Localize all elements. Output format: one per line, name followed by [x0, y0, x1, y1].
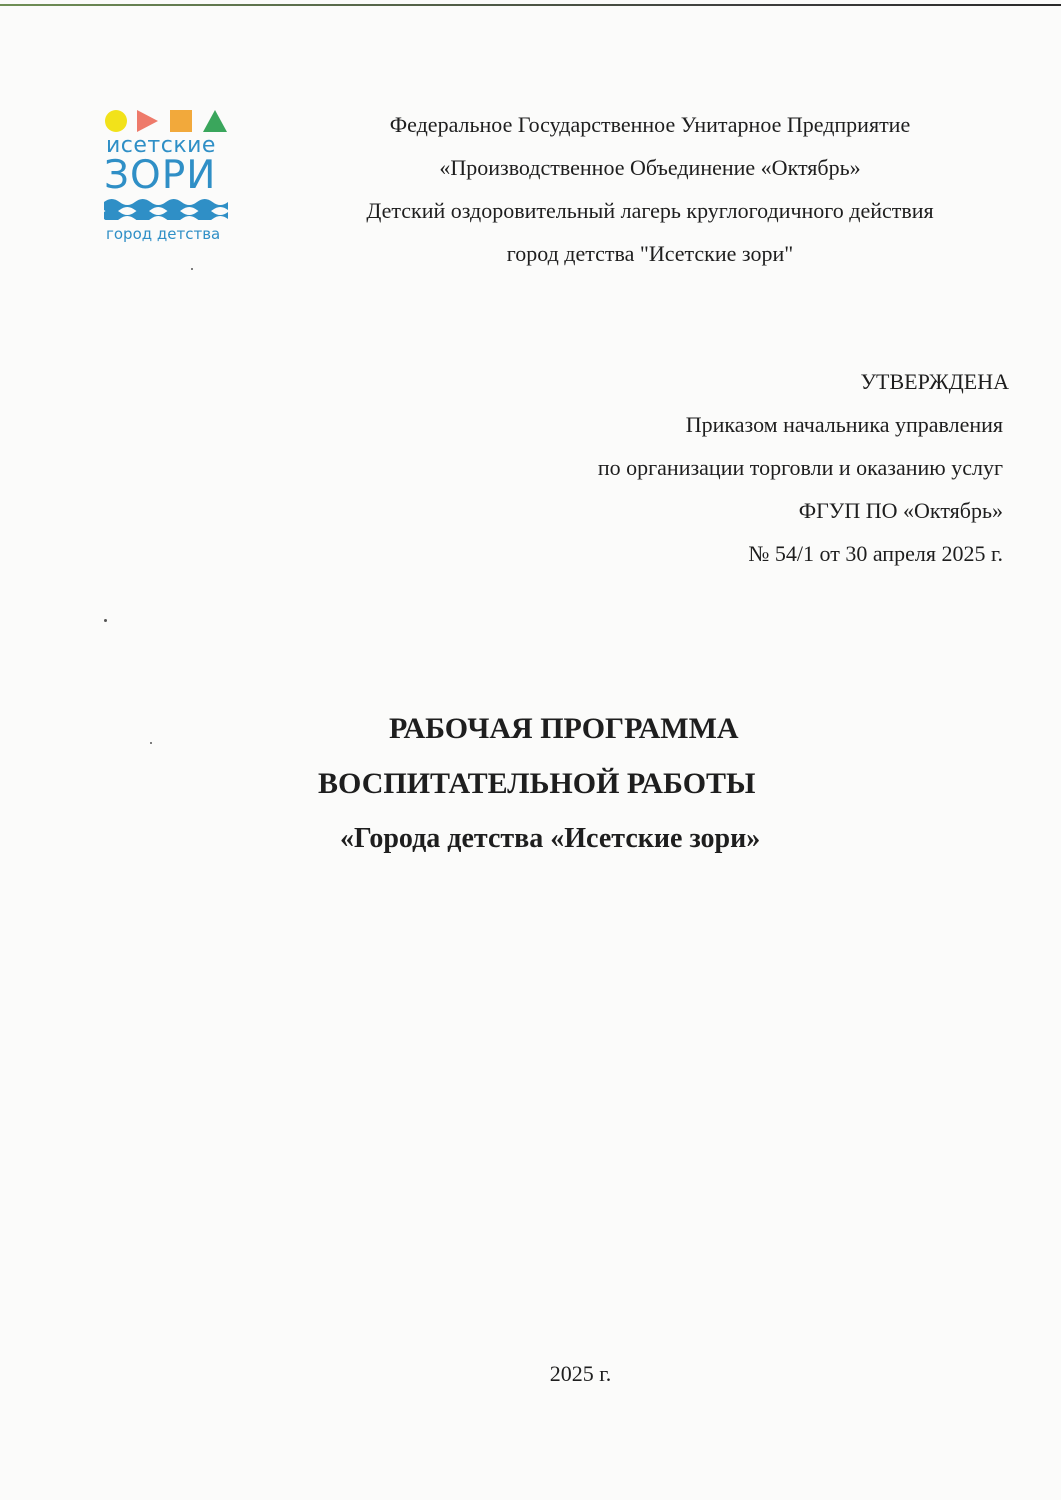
approval-line: Приказом начальника управления: [685, 412, 1003, 437]
approval-line: по организации торговли и оказанию услуг: [597, 455, 1003, 480]
document-year: 2025 г.: [549, 1361, 612, 1386]
scan-speck: [191, 268, 193, 270]
approval-block: [597, 360, 1009, 575]
scan-speck: [104, 619, 107, 622]
header-line: город детства "Исетские зори": [506, 241, 794, 266]
logo-word-top: исетские: [106, 133, 216, 158]
title-line-2: ВОСПИТАТЕЛЬНОЙ РАБОТЫ: [318, 767, 756, 800]
header-line: «Производственное Объединение «Октябрь»: [439, 155, 861, 180]
approval-heading: УТВЕРЖДЕНА: [860, 369, 1009, 394]
approval-order-number: № 54/1 от 30 апреля 2025 г.: [748, 541, 1003, 566]
scan-speck: [150, 742, 152, 744]
camp-logo: [104, 108, 234, 248]
logo-shapes-icon: [104, 108, 230, 134]
title-line-1: РАБОЧАЯ ПРОГРАММА: [389, 712, 739, 745]
approval-line: ФГУП ПО «Октябрь»: [798, 498, 1003, 523]
document-title: [0, 701, 1061, 866]
header-line: Детский оздоровительный лагерь круглогодичного действия: [366, 198, 934, 223]
header-line: Федеральное Государственное Унитарное Предприятие: [389, 112, 911, 137]
logo-word-big: ЗОРИ: [104, 153, 217, 198]
scan-top-edge: [0, 4, 1061, 6]
organization-header: [300, 103, 1000, 275]
title-line-3: «Города детства «Исетские зори»: [340, 823, 761, 854]
logo-wave-icon: [104, 198, 228, 220]
logo-subtitle: город детства: [106, 225, 221, 243]
